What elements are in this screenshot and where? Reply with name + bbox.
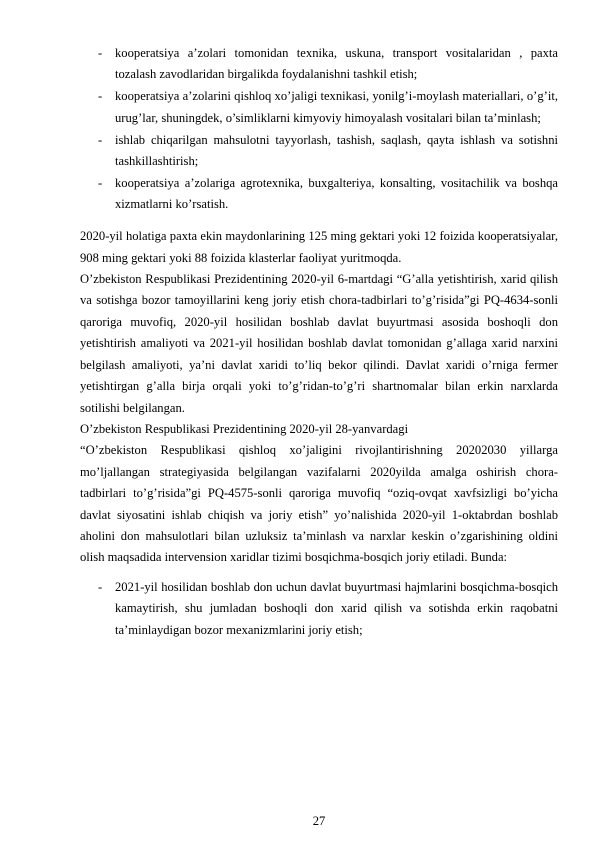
list-item <box>80 43 558 86</box>
paragraph-grain-decree: O’zbekiston Respublikasi Prezidentining 2020-yil 6-martdagi “G’alla yetishtirish, xarid qilish va sotishga bozor tamoyillarini keng joriy etish chora-tadbirlari to’g’risida”gi PQ-4634-sonli qaroriga muvofiq, 2020-yil hosilidan boshlab davlat buyurtmasi asosida boshoqli don yetishtirish amaliyoti va 2021-yil hosilidan boshlab davlat tomonidan g’allaga xarid narxini belgilash amaliyoti, ya’ni davlat xaridi to’liq bekor qilindi. Davlat xaridi o’rniga fermer yetishtirgan g’alla birja orqali yoki to’g’ridan-to’g’ri shartnomalar bilan erkin narxlarda sotilishi belgilangan. <box>80 272 558 415</box>
list-item <box>80 86 558 129</box>
page-number: 27 <box>312 814 326 828</box>
page-content <box>80 43 558 641</box>
list-item-text: kooperatsiya a’zolariga agrotexnika, buxgalteriya, konsalting, vositachilik va boshqa xizmatlarni ko’rsatish. <box>115 175 558 212</box>
list-dash: - <box>98 579 103 594</box>
list-dash: - <box>98 132 103 147</box>
list-item <box>80 130 558 173</box>
list-dash: - <box>98 46 103 60</box>
list-item-text: 2021-yil hosilidan boshlab don uchun davlat buyurtmasi hajmlarini bosqichma-bosqich kamaytirish, shu jumladan boshoqli don xarid qilish va sotishda erkin raqobatni ta’minlaydigan bozor mexanizmlarini joriy etish; <box>115 579 558 637</box>
paragraph-decree-reference: O’zbekiston Respublikasi Prezidentining 2020-yil 28-yanvardagi <box>80 421 409 436</box>
list-item-text: kooperatsiya a’zolarini qishloq xo’jaligi texnikasi, yonilg’i-moylash materiallari, o’g’it, urug’lar, shuningdek, o’simliklarni kimyoviy himoyalash vositalari bilan ta’minlash; <box>115 89 558 125</box>
paragraph-strategy: “O’zbekiston Respublikasi qishloq xo’jaligini rivojlantirishning 20202030 yillarga mo’ljallangan strategiyasida belgilangan vazifalarni 2020yilda amalga oshirish chora-tadbirlari to’g’risida”gi PQ-4575-sonli qaroriga muvofiq “oziq-ovqat xavfsizligi bo’yicha davlat siyosatini ishlab chiqish va joriy etish” yo’nalishida 2020-yil 1-oktabrdan boshlab aholini don mahsulotlari bilan uzluksiz ta’minlash va narxlar keskin o’zgarishining oldini olish maqsadida intervension xaridlar tizimi bosqichma-bosqich joriy etiladi. Bunda: <box>80 443 558 565</box>
spacer <box>80 216 558 226</box>
list-item <box>80 577 558 641</box>
list-dash: - <box>98 89 103 104</box>
spacer <box>80 569 558 577</box>
bullet-list-top <box>80 43 558 216</box>
list-item-text: ishlab chiqarilgan mahsulotni tayyorlash, tashish, saqlash, qayta ishlash va sotishni tashkillashtirish; <box>115 132 558 169</box>
list-item-text: kooperatsiya a’zolari tomonidan texnika, uskuna, transport vositalaridan , paxta tozalash zavodlaridan birgalikda foydalanishni tashkil etish; <box>115 46 558 82</box>
list-dash: - <box>98 175 103 190</box>
list-item <box>80 173 558 216</box>
bullet-list-bottom <box>80 577 558 641</box>
paragraph-cotton-area: 2020-yil holatiga paxta ekin maydonlarining 125 ming gektari yoki 12 foizida kooperatsiyalar, 908 ming gektari yoki 88 foizida klasterlar faoliyat yuritmoqda. <box>80 229 558 265</box>
